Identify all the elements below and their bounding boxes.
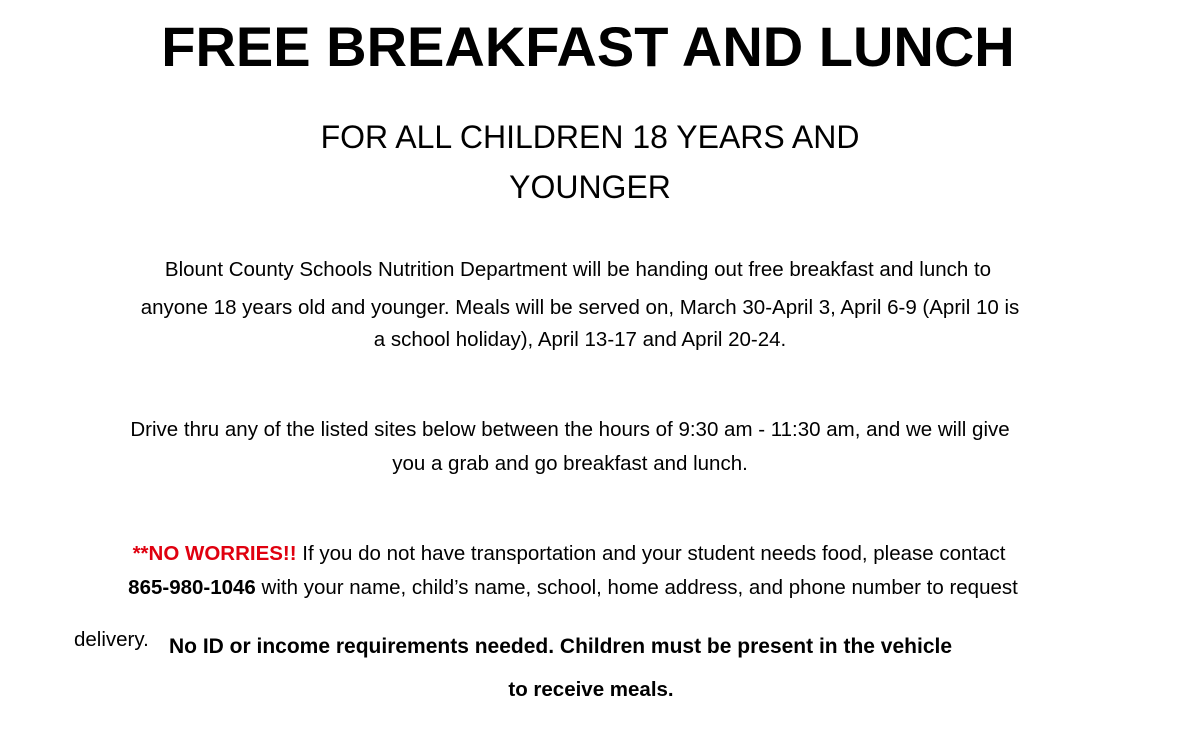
delivery-info-line-2 <box>0 575 1173 601</box>
pickup-hours-line-2: you a grab and go breakfast and lunch. <box>392 452 748 475</box>
delivery-info-text-2: with your name, child’s name, school, home address, and phone number to request <box>255 576 1018 599</box>
requirements-line-1: No ID or income requirements needed. Children must be present in the vehicle <box>169 635 953 658</box>
pickup-hours-line-1: Drive thru any of the listed sites below between the hours of 9:30 am - 11:30 am, and we will give <box>130 418 1010 441</box>
delivery-info-line-1 <box>0 541 1169 567</box>
delivery-word: delivery. <box>74 628 149 651</box>
flyer-title: FREE BREAKFAST AND LUNCH <box>161 15 1015 78</box>
no-worries-alert: **NO WORRIES!! <box>132 542 297 565</box>
contact-phone-number: 865-980-1046 <box>128 576 256 599</box>
meal-schedule-line-1: Blount County Schools Nutrition Department will be handing out free breakfast and lunch to <box>164 258 992 281</box>
flyer-subtitle-line-1: FOR ALL CHILDREN 18 YEARS AND <box>320 119 860 155</box>
meal-schedule-line-2: anyone 18 years old and younger. Meals will be served on, March 30-April 3, April 6-9 (April 10 is <box>140 296 1020 319</box>
meal-schedule-line-3: a school holiday), April 13-17 and April 20-24. <box>373 328 787 351</box>
delivery-info-text-1: If you do not have transportation and your student needs food, please contact <box>296 542 1006 565</box>
flyer-subtitle-line-2: YOUNGER <box>509 169 671 205</box>
requirements-line-2: to receive meals. <box>508 678 674 701</box>
